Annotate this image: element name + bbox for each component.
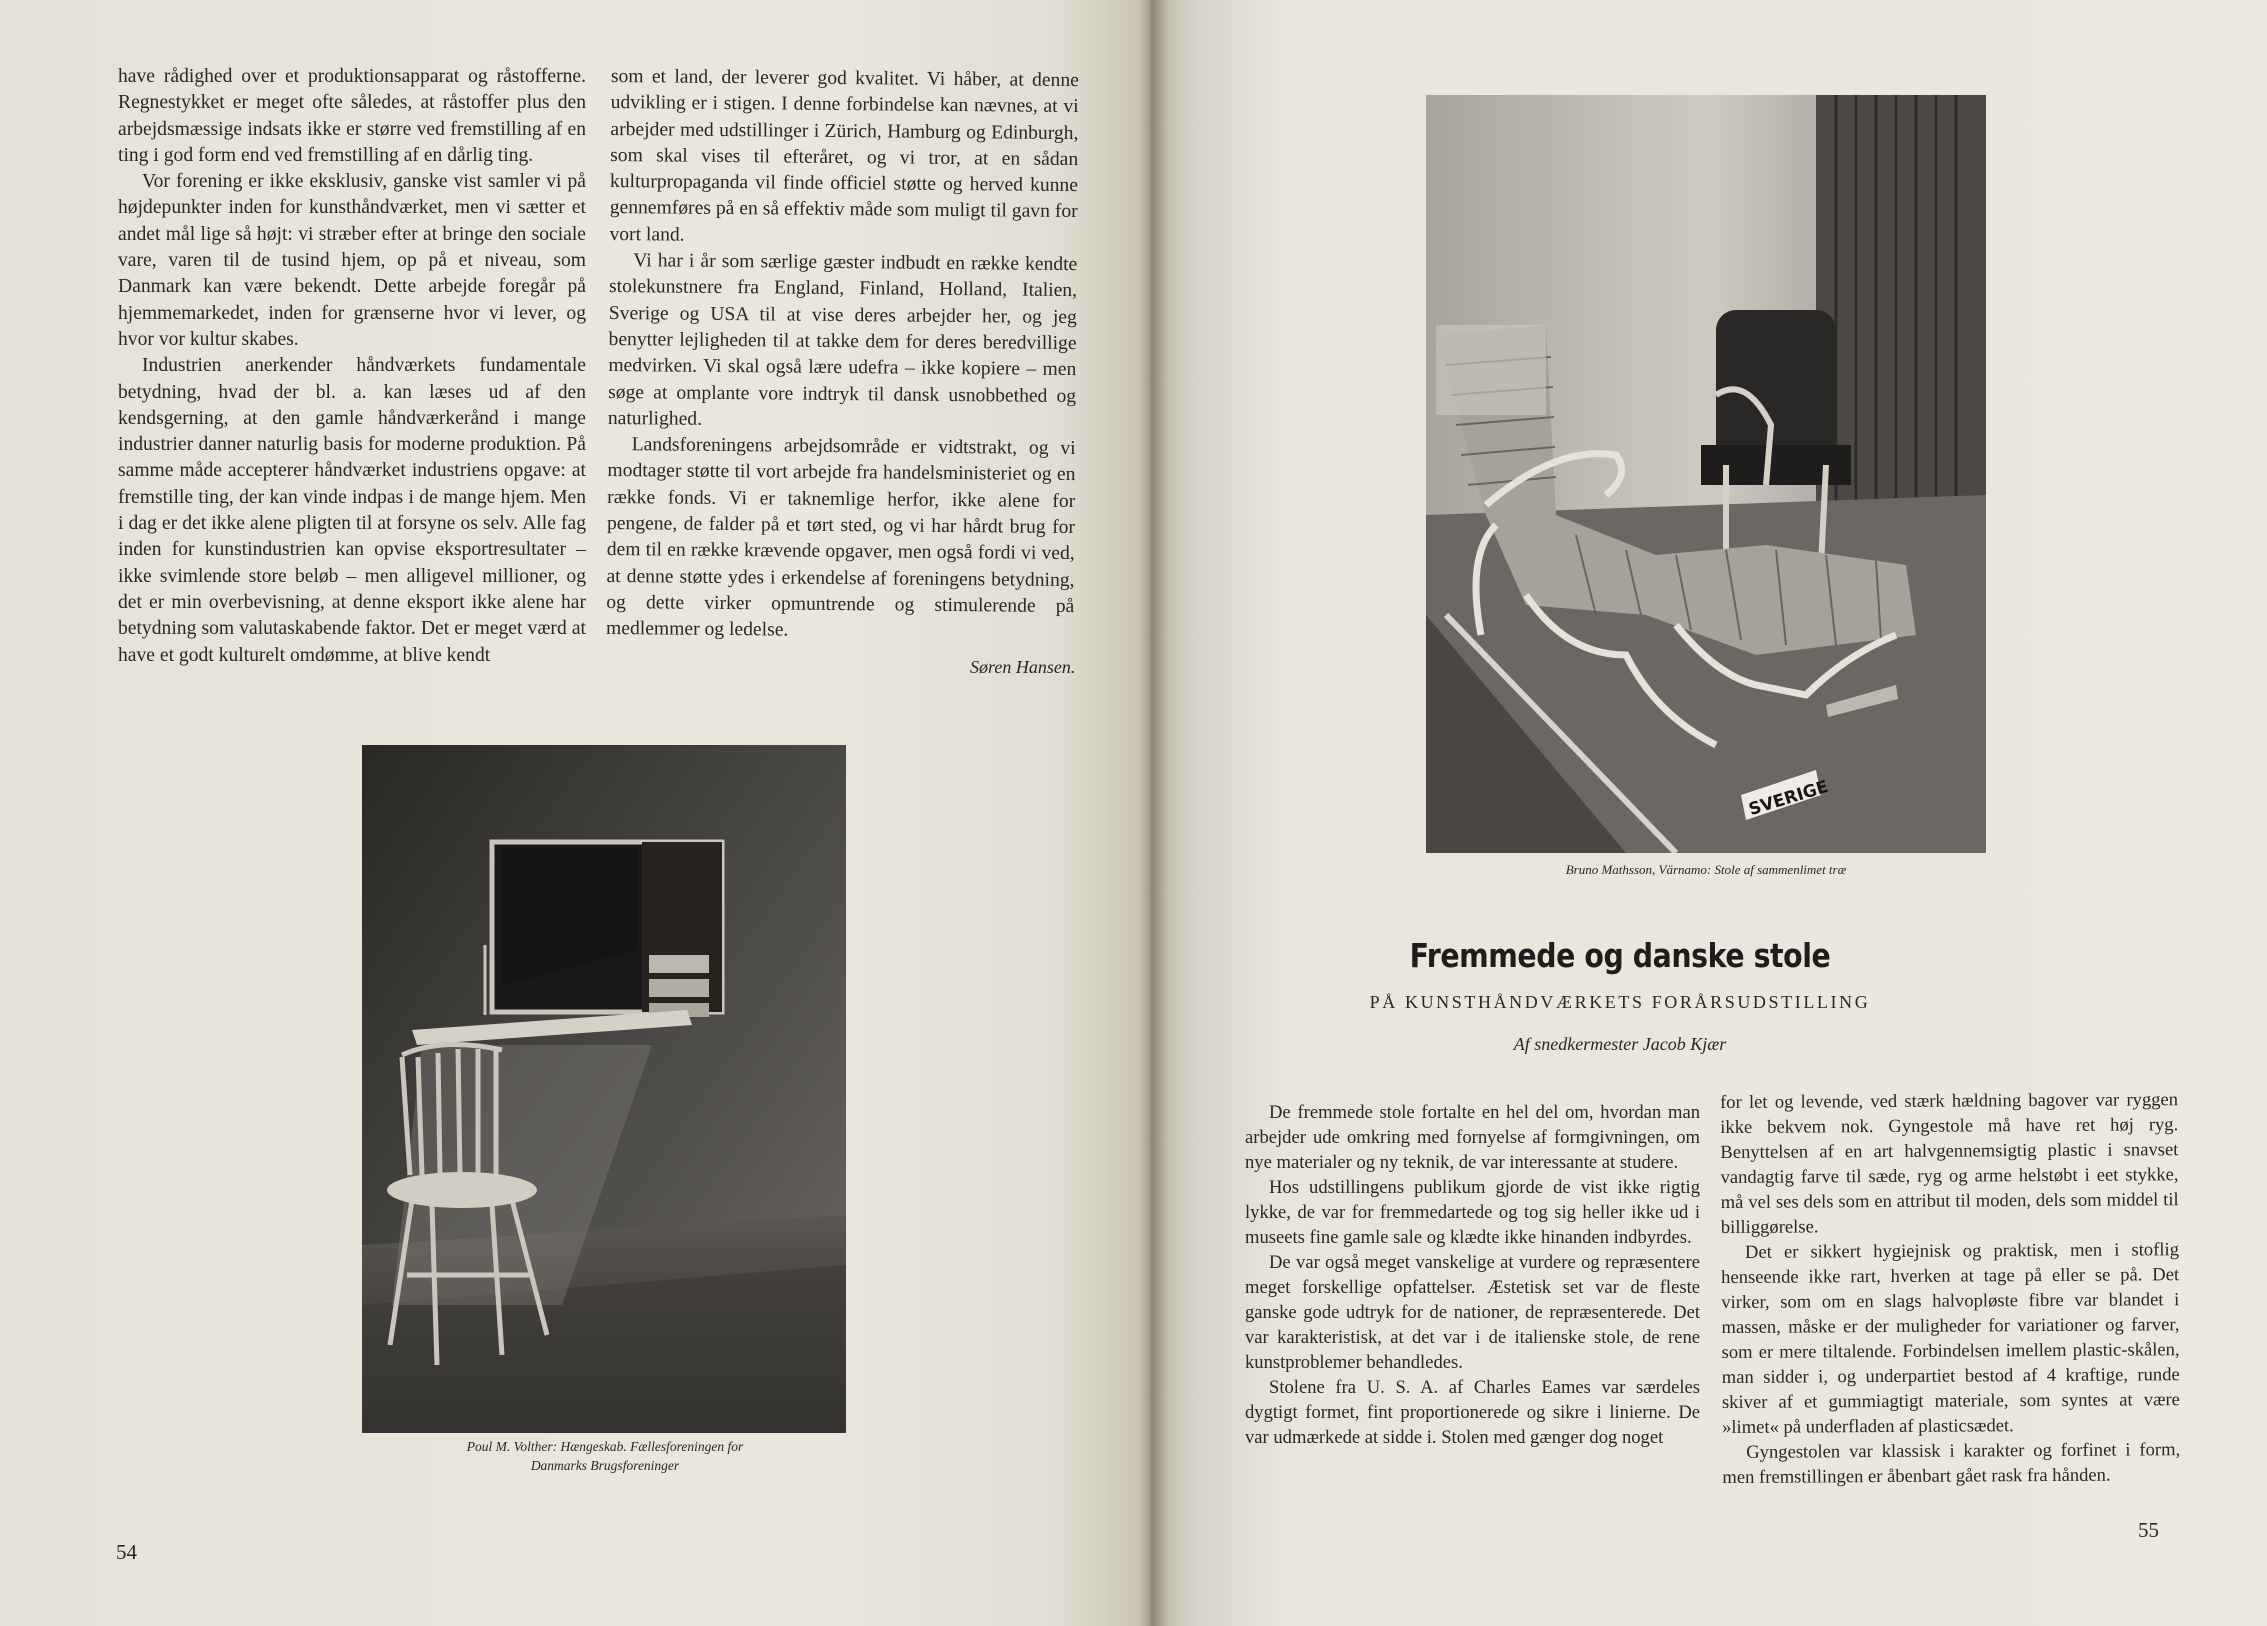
- paragraph: for let og levende, ved stærk hældning bagover var ryggen ikke bekvem nok. Gyngestole må have ret høj ryg. Benyttelsen af en art halvgennemsigtig plastic i snavset vandagtig farve til sæde, ryg og arme helstøbt i eet stykke, må vel ses dels som en attribut til moden, dels som middel til billiggørelse.: [1720, 1089, 2179, 1238]
- caption-line: Danmarks Brugsforeninger: [530, 1458, 680, 1473]
- right-column-1: [1245, 1100, 1700, 1450]
- paragraph: Stolene fra U. S. A. af Charles Eames var særdeles dygtigt formet, fint proportionerede og sikre i linierne. De var udmærkede at sidde i. Stolen med gænger dog noget: [1245, 1377, 1700, 1448]
- page-number-left: 54: [116, 1540, 137, 1564]
- paragraph: som et land, der leverer god kvalitet. Vi håber, at denne udvikling er i stigen. I denne forbindelse kan nævnes, at vi arbejder med udstillinger i Zürich, Hamburg og Edinburgh, som skal vises til efteråret, og vi tror, at en sådan kulturpropaganda vil finde officiel støtte og herved kunne gennemføres på en så effektiv måde som muligt til gavn for vort land.: [609, 65, 1079, 246]
- paragraph: De fremmede stole fortalte en hel del om, hvordan man arbejder ude omkring med fornyelse af formgivningen, om nye materialer og ny teknik, de var interessante at studere.: [1245, 1102, 1700, 1173]
- signature: Søren Hansen.: [970, 657, 1076, 677]
- sverige-label: SVERIGE: [1746, 776, 1831, 821]
- left-column-1: [118, 64, 586, 669]
- article-byline: Af snedkermester Jacob Kjær: [1513, 1034, 1727, 1054]
- right-column-2: [1720, 1087, 2180, 1490]
- caption-line: Poul M. Volther: Hængeskab. Fællesforeningen for: [466, 1439, 744, 1454]
- article-title: Fremmede og danske stole: [1409, 936, 1831, 975]
- cabinet-caption: [380, 1437, 830, 1475]
- chairs-illustration: [1426, 95, 1986, 853]
- paragraph: Hos udstillingens publikum gjorde de vist ikke rigtig lykke, de var for fremmedartede og tog sig heller ikke ud i museets fine gamle sale og klædte ikke hinanden indbyrdes.: [1245, 1177, 1700, 1248]
- paragraph: Vor forening er ikke eksklusiv, ganske vist samler vi på højdepunkter inden for kunsthåndværket, men vi sætter et andet mål lige så højt: vi stræber efter at bringe den sociale vare, varen til de tusind hjem, op på et niveau, som Danmark kan være bekendt. Dette arbejde foregår på hjemmemarkedet, inden for grænserne hvor vi lever, og hvor vor kultur skabes.: [118, 171, 586, 350]
- paragraph: Industrien anerkender håndværkets fundamentale betydning, hvad der bl. a. kan læses ud af den kendsgerning, at den gamle håndværkerånd i mange industrier danner naturlig basis for moderne produktion. På samme måde accepterer håndværket industriens opgave: at fremstille ting, der kan vinde indpas i de mange hjem. Men i dag er det ikke alene pligten til at forsyne os selv. Alle fag inden for kunstindustrien kan opvise eksportresultater – ikke svimlende store beløb – men alligevel millioner, og det er min overbevisning, at denne eksport ikke alene har betydning som valutaskabende faktor. Det er meget værd at have et godt kulturelt omdømme, at blive kendt: [118, 355, 586, 666]
- cabinet-illustration: [362, 745, 846, 1433]
- chairs-caption: Bruno Mathsson, Värnamo: Stole af sammenlimet træ: [1565, 862, 1847, 877]
- paragraph: Vi har i år som særlige gæster indbudt en række kendte stolekunstnere fra England, Finland, Holland, Italien, Sverige og USA til at vise deres arbejder her, og jeg benytter lejligheden til at takke dem for deres beredvillige medvirken. Vi skal også lære udefra – ikke kopiere – men søge at omplante vore indtryk til dansk usnobbethed og naturlighed.: [607, 250, 1078, 430]
- left-column-2: [606, 64, 1079, 647]
- book-spine: [1138, 0, 1168, 1626]
- chairs-photo: [1426, 95, 1986, 853]
- page-number-right: 55: [2138, 1518, 2159, 1542]
- paragraph: have rådighed over et produktionsapparat og råstofferne. Regnestykket er meget ofte således, at råstoffer plus den arbejdsmæssige indsats ikke er større ved fremstilling af en ting i god form end ved fremstilling af en dårlig ting.: [118, 66, 586, 166]
- cabinet-photo: [362, 745, 846, 1433]
- paragraph: Gyngestolen var klassisk i karakter og forfinet i form, men fremstillingen er åbenbart gået rask fra hånden.: [1722, 1439, 2181, 1488]
- paragraph: De var også meget vanskelige at vurdere og repræsentere meget forskellige opfattelser. Æstetisk set var de fleste ganske gode udtryk for de nationer, de repræsenterede. Det var karakteristisk, at det var i de italienske stole, de rene kunstproblemer behandledes.: [1245, 1252, 1700, 1373]
- paragraph: Det er sikkert hygiejnisk og praktisk, men i stoflig henseende ikke rart, hverken at tage på eller se på. Det virker, som om en slags halvopløste fibre var blandet i massen, måske er der muligheder for variationer og farver, som er mere tiltalende. Forbindelsen imellem plastic-skålen, man sidder i, og underpartiet bestod af 4 kraftige, runde skiver af et gummiagtigt materiale, som syntes at være »limet« på underfladen af plasticsædet.: [1721, 1239, 2180, 1438]
- paragraph: Landsforeningens arbejdsområde er vidtstrakt, og vi modtager støtte til vort arbejde fra handelsministeriet og en række fonds. Vi er taknemlige herfor, ikke alene for pengene, de falder på et tørt sted, og vi har hårdt brug for dem til en række krævende opgaver, men også fordi vi ved, at denne støtte ydes i erkendelse af foreningens betydning, og dette virker opmuntrende og stimulerende på medlemmer og ledelse.: [605, 434, 1076, 641]
- article-subtitle: PÅ KUNSTHÅNDVÆRKETS FORÅRSUDSTILLING: [1369, 992, 1871, 1012]
